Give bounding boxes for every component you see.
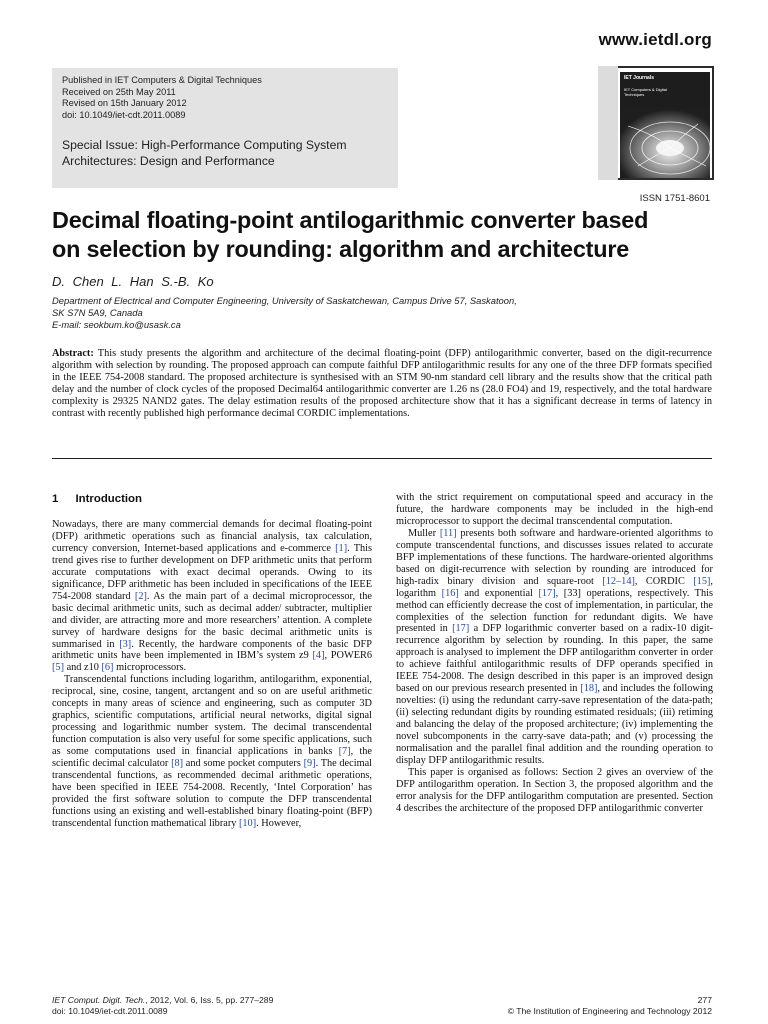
title-line-1: Decimal floating-point antilogarithmic converter based xyxy=(52,207,649,233)
section-number: 1 xyxy=(52,493,59,505)
cover-journal-name-1: IET Computers & Digital xyxy=(624,87,667,92)
section-heading xyxy=(52,493,142,505)
site-url[interactable]: www.ietdl.org xyxy=(598,30,712,49)
title-line-2: on selection by rounding: algorithm and architecture xyxy=(52,236,630,262)
body-column-left xyxy=(52,519,372,830)
affiliation-line-1: Department of Electrical and Computer Engineering, University of Saskatchewan, Campus Drive 57, Saskatoon, xyxy=(52,295,517,306)
affiliation-line-2: SK S7N 5A9, Canada xyxy=(52,307,143,319)
abstract xyxy=(52,348,712,421)
article-title xyxy=(52,206,732,264)
section-title: Introduction xyxy=(75,493,142,505)
body-column-right xyxy=(396,492,713,815)
doi: doi: 10.1049/iet-cdt.2011.0089 xyxy=(62,109,186,120)
paragraph: with the strict requirement on computational speed and accuracy in the future, the hardware components may be included in the high-end microprocessor to support the decimal transcendental computation. xyxy=(396,492,713,527)
journal-cover-image xyxy=(598,66,714,180)
published-in: Published in IET Computers & Digital Techniques xyxy=(62,75,262,85)
footer-citation xyxy=(52,995,273,1017)
footer-doi: doi: 10.1049/iet-cdt.2011.0089 xyxy=(52,1006,168,1016)
issn: ISSN 1751-8601 xyxy=(639,193,710,204)
page-number: 277 xyxy=(697,995,712,1005)
author-email: E-mail: seokbum.ko@usask.ca xyxy=(52,319,181,331)
copyright: © The Institution of Engineering and Technology 2012 xyxy=(507,1006,712,1016)
affiliation xyxy=(52,295,712,332)
special-issue xyxy=(62,138,347,169)
footer-citation-line xyxy=(52,995,273,1006)
footer-volume: , 2012, Vol. 6, Iss. 5, pp. 277–289 xyxy=(145,995,274,1005)
section-divider xyxy=(52,458,712,459)
revised-date: Revised on 15th January 2012 xyxy=(62,98,187,108)
special-issue-line-2: Architectures: Design and Performance xyxy=(62,153,275,168)
authors: D. Chen L. Han S.-B. Ko xyxy=(52,274,214,289)
cover-journal-name-2: Techniques xyxy=(624,92,645,97)
special-issue-line-1: Special Issue: High-Performance Computing System xyxy=(62,138,347,152)
cover-journal-logo: IET Journals xyxy=(624,75,655,81)
paragraph: Transcendental functions including logarithm, antilogarithm, exponential, reciprocal, sine, cosine, tangent, arctangent and so on are useful arithmetic concepts in many areas of science and engineering, such as computer 3D graphics, scientific computations, artificial neural networks, digital signal processing and logarithmic number system. The decimal transcendental function computation is also very useful for some specific applications, such as some computations used in financial applications in banks [7], the scientific decimal calculator [8] and some pocket computers [9]. The decimal transcendental functions, as recommended decimal arithmetic operations, have been specified in IEEE 754-2008. Recently, ‘Intel Corporation’ has provided the first software solution to compute the DFP transcendental functions using an existing and well-established binary floating-point (BFP) transcendental function mathematical library [10]. However, xyxy=(52,674,373,829)
abstract-label: Abstract: xyxy=(52,348,94,359)
footer-right xyxy=(508,995,712,1017)
paragraph: This paper is organised as follows: Section 2 gives an overview of the DFP antilogarithm operation. In Section 3, the proposed algorithm and the error analysis for the DFP antilogarithm computation are presented. Section 4 describes the architecture of the proposed DFP antilogarithmic converter xyxy=(396,766,713,814)
received-date: Received on 25th May 2011 xyxy=(62,86,176,97)
publication-info-box xyxy=(52,68,398,188)
paragraph: Nowadays, there are many commercial demands for decimal floating-point (DFP) arithmetic operations such as financial analysis, tax calculation, currency conversion, Internet-based applications and e-commerce [1]. This trend gives rise to further development on DFP arithmetic units that perform accurate computations with exact decimal operands. Owing to its significance, DFP arithmetic has been included in specifications of the IEEE 754-2008 standard [2]. As the main part of a decimal microprocessor, the basic decimal arithmetic units, such as decimal adder/ subtracter, multiplier and divider, are attracting more and more researchers’ attention. A complete survey of hardware designs for the basic decimal arithmetic units is summarised in [3]. Recently, the hardware components of the basic DFP arithmetic units have been implemented in IBM’s system z9 [4], POWER6 [5] and z10 [6] microprocessors. xyxy=(52,519,373,674)
publication-meta xyxy=(62,75,262,121)
paragraph: Muller [11] presents both software and hardware-oriented algorithms to compute transcendental functions, and discusses issues related to accurate BFP implementations of these functions. The hardware-oriented algorithms based on digit-recurrence with selection by rounding are introduced for high-radix binary division and square-root [12–14], CORDIC [15], logarithm [16] and exponential [17], [33] operations, respectively. This method can efficiently decrease the cost of implementation, in particular, the complexities of the selection function for redundant digits. We have presented in [17] a DFP logarithmic converter based on a radix-10 digit-recurrence algorithm by selection by rounding. In this paper, the same approach is analysed to implement the DFP antilogarithm converter in order to achieve faithful antilogarithmic results of DFP operands specified in IEEE 754-2008. The design described in this paper is an improved design based on our previous research presented in [18], and includes the following novelties: (i) using the redundant carry-save representation of the data-path; (ii) selecting redundant digits by rounding estimated residuals; (iii) retiming and balancing the delay of the proposed architecture; (iv) implementing the novel subcomponents in the carry-save data-path; and (v) processing the normalisation and the parallel final addition and the rounding operation to display DFP antilogarithmic results. xyxy=(396,527,713,766)
footer-journal: IET Comput. Digit. Tech. xyxy=(52,995,146,1005)
abstract-text: This study presents the algorithm and architecture of the decimal floating-point (DFP) antilogarithmic converter, based on the digit-recurrence algorithm with selection by rounding. The proposed approach can compute faithful DFP antilogarithmic results for any one of the three DFP formats specified in the IEEE 754-2008 standard. The proposed architecture is synthesised with an STM 90-nm standard cell library and the results show that the critical path delay and the number of clock cycles of the proposed Decimal64 antilogarithmic converter are 1.26 ns (28.0 FO4) and 19, respectively, and the total hardware complexity is 29325 NAND2 gates. The delay estimation results of the proposed architecture show that it has a significant decrease in terms of latency in contrast with recently published high performance decimal CORDIC implementations. xyxy=(52,348,712,420)
journal-cover-illustration xyxy=(598,66,714,180)
